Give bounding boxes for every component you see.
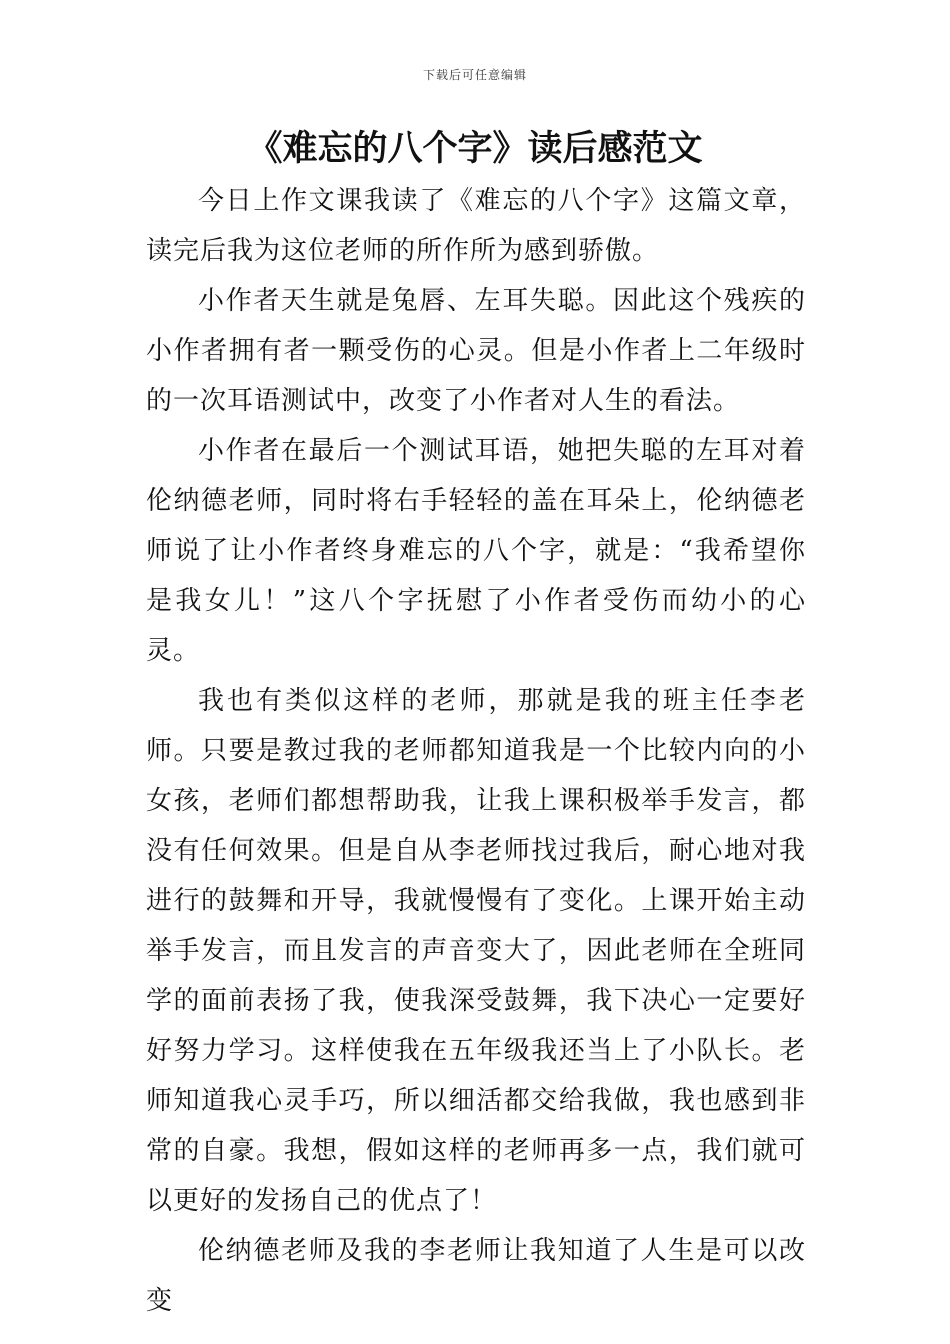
paragraph-4: 我也有类似这样的老师，那就是我的班主任李老师。只要是教过我的老师都知道我是一个比较内向的小女孩，老师们都想帮助我，让我上课积极举手发言，都没有任何效果。但是自从李老师找过我后，耐心地对我进行的鼓舞和开导，我就慢慢有了变化。上课开始主动举手发言，而且发言的声音变大了，因此老师在全班同学的面前表扬了我，使我深受鼓舞，我下决心一定要好好努力学习。这样使我在五年级我还当上了小队长。老师知道我心灵手巧，所以细活都交给我做，我也感到非常的自豪。我想，假如这样的老师再多一点，我们就可以更好的发扬自己的优点了！ <box>146 686 806 1216</box>
header-note: 下载后可任意编辑 <box>422 68 527 82</box>
document-title: 《难忘的八个字》读后感范文 <box>247 129 703 169</box>
paragraph-3: 小作者在最后一个测试耳语，她把失聪的左耳对着伦纳德老师，同时将右手轻轻的盖在耳朵上，伦纳德老师说了让小作者终身难忘的八个字，就是：“我希望你是我女儿！”这八个字抚慰了小作者受伤而幼小的心灵。 <box>146 436 806 666</box>
document-body <box>146 176 806 1326</box>
paragraph-1: 今日上作文课我读了《难忘的八个字》这篇文章，读完后我为这位老师的所作所为感到骄傲。 <box>146 186 806 266</box>
paragraph-2: 小作者天生就是兔唇、左耳失聪。因此这个残疾的小作者拥有者一颗受伤的心灵。但是小作者上二年级时的一次耳语测试中，改变了小作者对人生的看法。 <box>146 286 806 416</box>
paragraph-5: 伦纳德老师及我的李老师让我知道了人生是可以改变 <box>146 1236 806 1316</box>
